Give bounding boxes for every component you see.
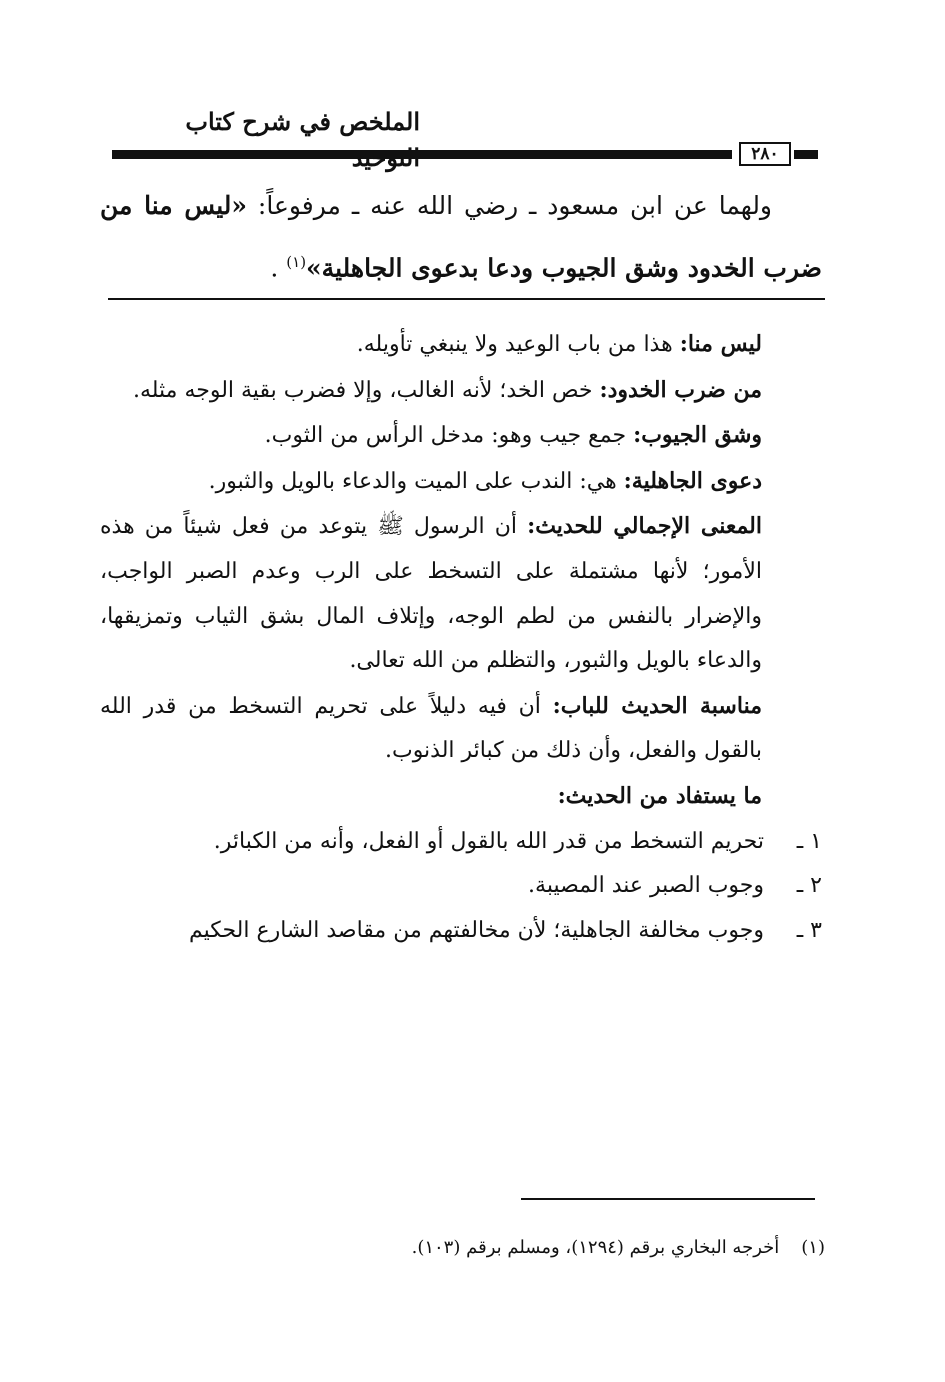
section-divider (108, 298, 825, 300)
list-text: وجوب الصبر عند المصيبة. (528, 873, 764, 899)
hadith-text (100, 178, 822, 296)
footnote (225, 1234, 825, 1262)
list-item (100, 909, 822, 954)
commentary (100, 322, 822, 953)
glossary-term: وشق الجيوب: (633, 422, 762, 449)
header-rule (112, 145, 817, 165)
glossary-definition: خص الخد؛ لأنه الغالب، وإلا فضرب بقية الوجه مثله. (132, 377, 600, 403)
page-number: ٢٨٠ (739, 142, 791, 166)
glossary-entry (100, 322, 822, 368)
header-rule-bar (112, 150, 732, 159)
hadith-lead: ولهما عن ابن مسعود ـ رضي الله عنه ـ مرفوعاً: (257, 191, 773, 220)
list-number: ٣ ـ (796, 917, 822, 943)
section-text: أن الرسول ﷺ يتوعد من فعل شيئاً من هذه الأمور؛ لأنها مشتملة على التسخط على الرب وعدم الصبر الواجب، والإضرار بالنفس من لطم الوجه، وإتلاف المال بشق الثياب وتمزيقها، والدعاء بالويل والثبور، والتظلم من الله تعالى. (100, 514, 762, 674)
list-item (100, 820, 822, 865)
footnote-text: أخرجه البخاري برقم (١٢٩٤)، ومسلم برقم (١٠٣). (411, 1237, 780, 1258)
hadith-end: . (270, 253, 279, 283)
overall-meaning-paragraph (100, 504, 822, 683)
benefits-heading-line (100, 774, 822, 820)
glossary-definition: هي: الندب على الميت والدعاء بالويل والثبور. (208, 468, 624, 494)
glossary-entry (100, 459, 822, 505)
glossary-term: من ضرب الخدود: (599, 376, 762, 403)
glossary-term: ليس منا: (679, 331, 762, 357)
list-text: وجوب مخالفة الجاهلية؛ لأن مخالفتهم من مقاصد الشارع الحكيم (189, 917, 764, 943)
glossary-definition: هذا من باب الوعيد ولا ينبغي تأويله. (356, 332, 680, 357)
footnote-number: (١) (801, 1237, 825, 1258)
list-number: ١ ـ (796, 828, 822, 854)
relevance-paragraph (100, 684, 822, 774)
glossary-term: دعوى الجاهلية: (623, 467, 762, 494)
footnote-rule (521, 1198, 815, 1200)
list-text: تحريم التسخط من قدر الله بالقول أو الفعل، وأنه من الكبائر. (213, 828, 764, 854)
section-heading: ما يستفاد من الحديث: (557, 782, 762, 809)
running-title: الملخص في شرح كتاب (185, 107, 420, 136)
section-heading: المعنى الإجمالي للحديث: (527, 513, 763, 540)
list-item (100, 864, 822, 909)
glossary-definition: جمع جيب وهو: مدخل الرأس من الثوب. (264, 423, 634, 449)
glossary-entry (100, 368, 822, 414)
footnote-ref: (١) (286, 253, 307, 271)
section-text: أن فيه دليلاً على تحريم التسخط من قدر الله بالقول والفعل، وأن ذلك من كبائر الذنوب. (100, 693, 762, 764)
glossary-entry (100, 413, 822, 459)
header-rule-bar-short (794, 150, 818, 159)
hadith-quote: «ليس منا من ضرب الخدود وشق الجيوب ودعا بدعوى الجاهلية» (100, 191, 822, 283)
section-heading: مناسبة الحديث للباب: (552, 692, 762, 719)
list-number: ٢ ـ (796, 873, 822, 899)
